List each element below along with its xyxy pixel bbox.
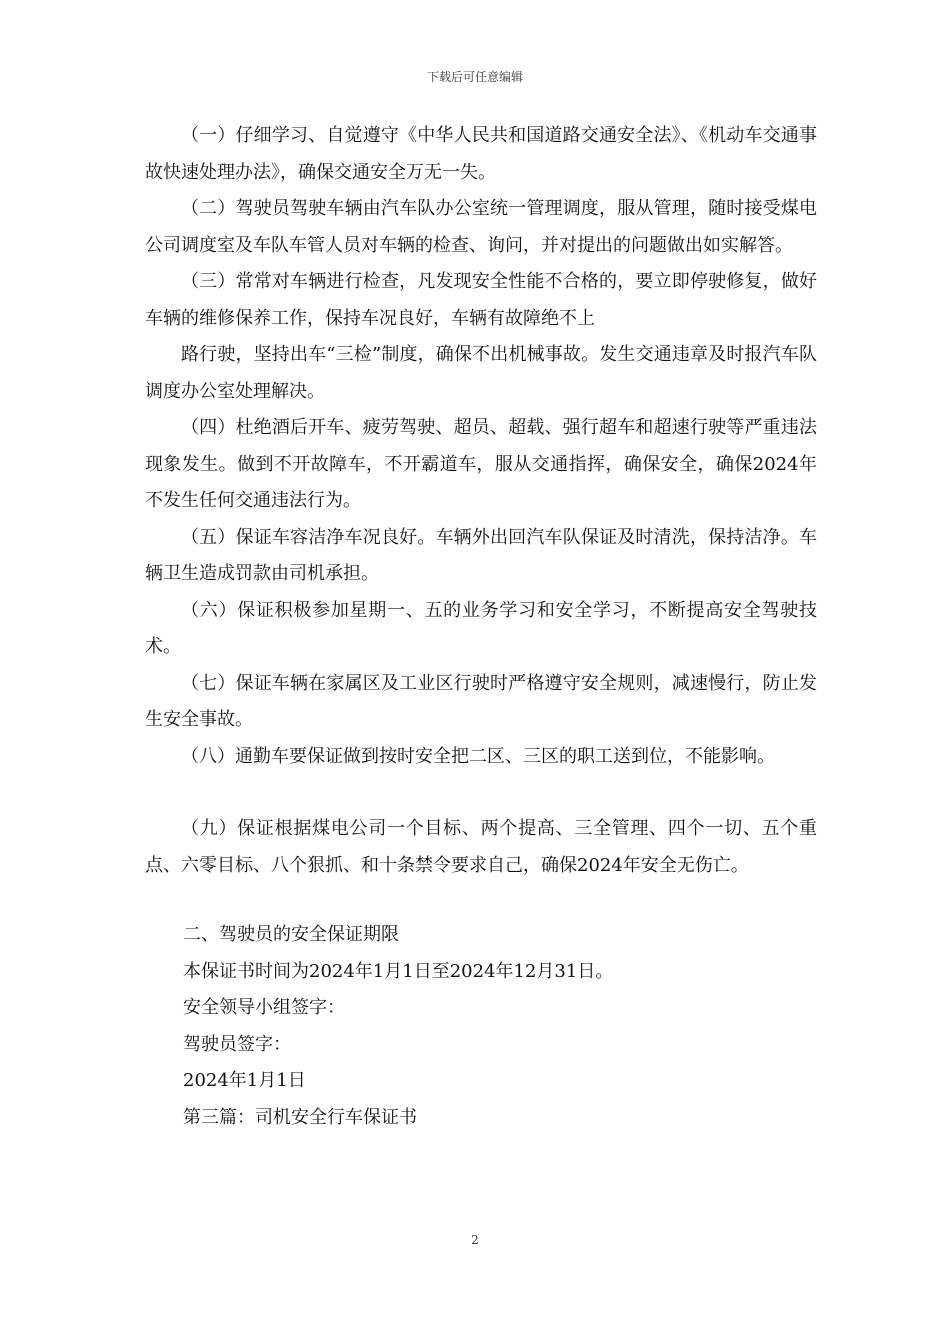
document-body	[145, 118, 817, 1136]
next-chapter-title: 第三篇：司机安全行车保证书	[183, 1106, 417, 1128]
paragraph-item-1: （一）仔细学习、自觉遵守《中华人民共和国道路交通安全法》、《机动车交通事故快速处理办法》，确保交通安全万无一失。	[145, 125, 817, 183]
paragraph-item-9: （九）保证根据煤电公司一个目标、两个提高、三全管理、四个一切、五个重点、六零目标、八个狠抓、和十条禁令要求自己，确保2024年安全无伤亡。	[145, 818, 817, 876]
paragraph-item-8: （八）通勤车要保证做到按时安全把二区、三区的职工送到位，不能影响。	[181, 745, 775, 767]
page-header: 下载后可任意编辑	[426, 70, 523, 84]
signature-date: 2024年1月1日	[183, 1070, 306, 1091]
leader-signature-label: 安全领导小组签字：	[183, 997, 345, 1018]
paragraph-item-4: （四）杜绝酒后开车、疲劳驾驶、超员、超载、强行超车和超速行驶等严重违法现象发生。做到不开故障车，不开霸道车，服从交通指挥，确保安全，确保2024年不发生任何交通违法行为。	[145, 417, 817, 511]
paragraph-item-2: （二）驾驶员驾驶车辆由汽车队办公室统一管理调度，服从管理，随时接受煤电公司调度室及车队车管人员对车辆的检查、询问，并对提出的问题做出如实解答。	[145, 198, 817, 256]
guarantee-period: 本保证书时间为2024年1月1日至2024年12月31日。	[183, 960, 614, 982]
paragraph-item-3-continued: 路行驶，坚持出车“三检”制度，确保不出机械事故。发生交通违章及时报汽车队调度办公室处理解决。	[145, 344, 817, 402]
paragraph-item-3: （三）常常对车辆进行检查，凡发现安全性能不合格的，要立即停驶修复，做好车辆的维修保养工作，保持车况良好，车辆有故障绝不上	[145, 271, 817, 329]
paragraph-item-6: （六）保证积极参加星期一、五的业务学习和安全学习，不断提高安全驾驶技术。	[145, 599, 817, 657]
driver-signature-label: 驾驶员签字：	[183, 1033, 291, 1055]
paragraph-item-5: （五）保证车容洁净车况良好。车辆外出回汽车队保证及时清洗，保持洁净。车辆卫生造成罚款由司机承担。	[145, 526, 817, 584]
section-heading: 二、驾驶员的安全保证期限	[183, 924, 399, 945]
paragraph-item-7: （七）保证车辆在家属区及工业区行驶时严格遵守安全规则，减速慢行，防止发生安全事故。	[145, 672, 817, 730]
page-number: 2	[471, 1233, 479, 1247]
